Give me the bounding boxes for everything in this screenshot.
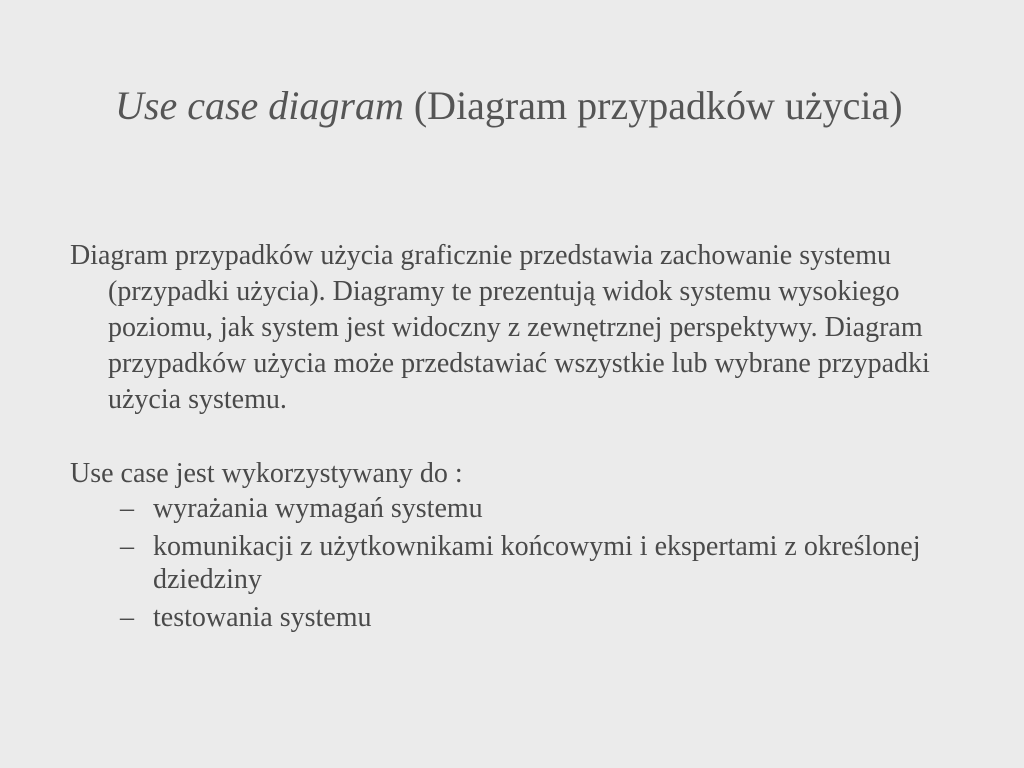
list-item	[120, 601, 930, 634]
intro-paragraph: Diagram przypadków użycia graficznie przedstawia zachowanie systemu (przypadki użycia). Diagramy te prezentują widok systemu wysokiego poziomu, jak system jest widoczny z zewnętrznej perspektywy. Diagram przypadków użycia może przedstawiać wszystkie lub wybrane przypadki użycia systemu.	[70, 240, 930, 415]
list-item	[120, 530, 930, 596]
slide-body	[70, 238, 930, 639]
slide-title-rest: (Diagram przypadków użycia)	[403, 83, 903, 128]
slide-title-italic: Use case diagram	[115, 83, 404, 128]
usage-lead-paragraph: Use case jest wykorzystywany do :	[70, 458, 463, 489]
usage-list	[70, 492, 930, 634]
list-item-text: komunikacji z użytkownikami końcowymi i ekspertami z określonej dziedziny	[153, 531, 921, 595]
list-item-text: wyrażania wymagań systemu	[153, 493, 483, 524]
slide-title	[115, 82, 915, 130]
list-item-text: testowania systemu	[153, 602, 372, 633]
list-item	[120, 492, 930, 525]
bullet-dash: –	[120, 531, 134, 562]
bullet-dash: –	[120, 493, 134, 524]
bullet-dash: –	[120, 602, 134, 633]
